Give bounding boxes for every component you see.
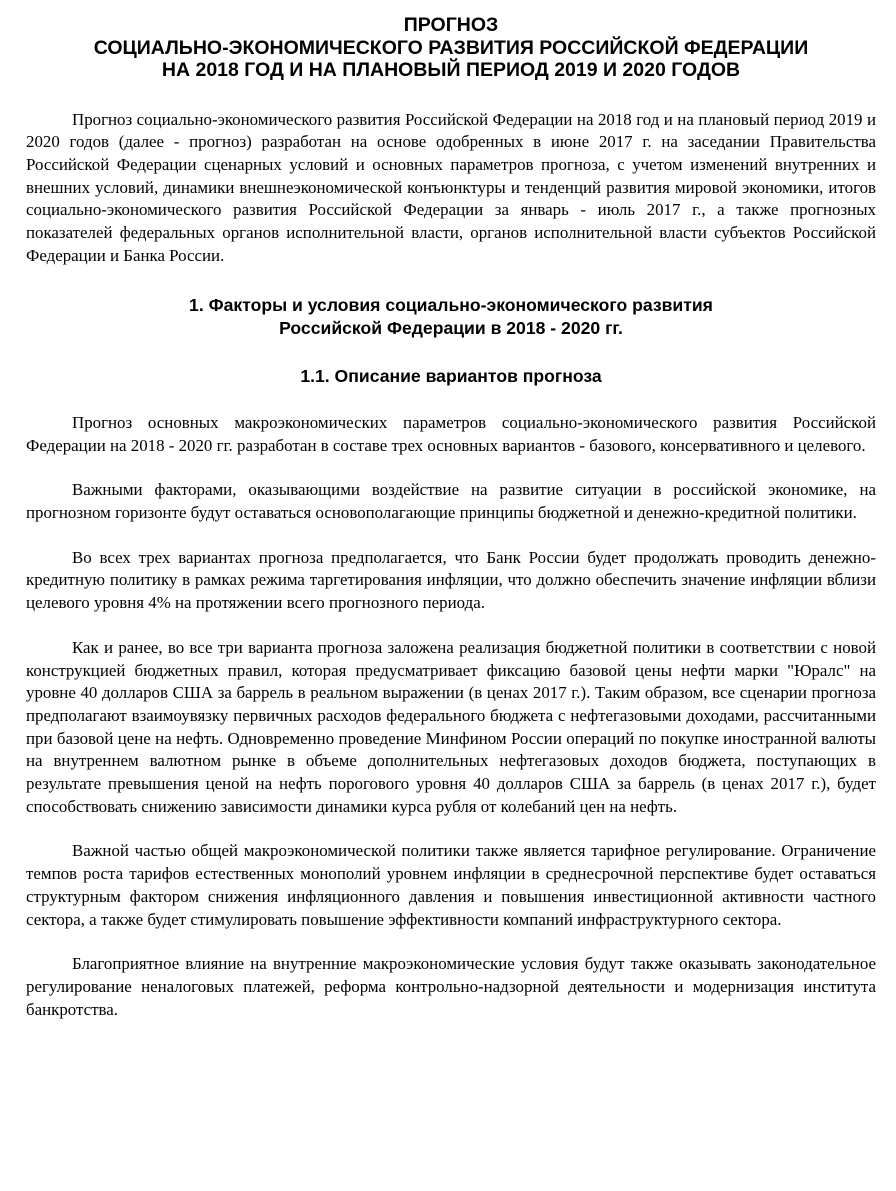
section-heading-line-1: 1. Факторы и условия социально-экономического развития	[189, 295, 713, 316]
paragraph-variants: Прогноз основных макроэкономических параметров социально-экономического развития Российской Федерации на 2018 - 2020 гг. разработан в составе трех основных вариантов - базового, консервативного и целевого.	[26, 412, 876, 455]
section-heading	[26, 294, 876, 339]
title-line-2: СОЦИАЛЬНО-ЭКОНОМИЧЕСКОГО РАЗВИТИЯ РОССИЙСКОЙ ФЕДЕРАЦИИ	[93, 36, 809, 59]
paragraph-legislative-regulation: Благоприятное влияние на внутренние макроэкономические условия будут также оказывать законодательное регулирование неналоговых платежей, реформа контрольно-надзорной деятельности и модернизация института банкротства.	[26, 954, 876, 1019]
paragraph-monetary-policy: Во всех трех вариантах прогноза предполагается, что Банк России будет продолжать проводить денежно-кредитную политику в рамках режима таргетирования инфляции, что должно обеспечить значение инфляции вблизи целевого уровня 4% на протяжении всего прогнозного периода.	[26, 547, 876, 613]
intro-paragraph: Прогноз социально-экономического развития Российской Федерации на 2018 год и на плановый период 2019 и 2020 годов (далее - прогноз) разработан на основе одобренных в июне 2017 г. на заседании Правительства Российской Федерации сценарных условий и основных параметров прогноза, с учетом изменений внутренних и внешних условий, динамики внешнеэкономической конъюнктуры и тенденций развития мировой экономики, итогов социально-экономического развития Российской Федерации за январь - июль 2017 г., а также прогнозных показателей федеральных органов исполнительной власти, органов исполнительной власти субъектов Российской Федерации и Банка России.	[26, 109, 876, 265]
paragraph-budget-policy: Как и ранее, во все три варианта прогноза заложена реализация бюджетной политики в соответствии с новой конструкцией бюджетных правил, которая предусматривает фиксацию базовой цены нефти марки "Юралс" на уровне 40 долларов США за баррель в реальном выражении (в ценах 2017 г.). Таким образом, все сценарии прогноза предполагают взаимоувязку первичных расходов федерального бюджета с нефтегазовыми доходами, рассчитанными при базовой цене на нефть. Одновременно проведение Минфином России операций по покупке иностранной валюты на внутреннем валютном рынке в объеме дополнительных нефтегазовых доходов бюджета, поступающих в результате превышения ценой на нефть порогового уровня 40 долларов США за баррель (в ценах 2017 г.), будет способствовать снижению зависимости динамики курса рубля от колебаний цен на нефть.	[26, 637, 876, 816]
title-line-3: НА 2018 ГОД И НА ПЛАНОВЫЙ ПЕРИОД 2019 И 2020 ГОДОВ	[161, 59, 741, 81]
document-page	[26, 14, 876, 1021]
section-heading-line-2: Российской Федерации в 2018 - 2020 гг.	[279, 317, 623, 338]
title-line-1: ПРОГНОЗ	[403, 14, 499, 36]
document-title	[26, 14, 876, 82]
subsection-heading: 1.1. Описание вариантов прогноза	[300, 366, 602, 387]
paragraph-tariff-regulation: Важной частью общей макроэкономической политики также является тарифное регулирование. Ограничение темпов роста тарифов естественных монополий уровнем инфляции в среднесрочной перспективе будет оставаться структурным фактором снижения инфляционного давления и повышения инвестиционной активности частного сектора, а также будет стимулировать повышение эффективности компаний инфраструктурного сектора.	[26, 841, 876, 929]
paragraph-factors: Важными факторами, оказывающими воздействие на развитие ситуации в российской экономике, на прогнозном горизонте будут оставаться основополагающие принципы бюджетной и денежно-кредитной политики.	[26, 480, 876, 523]
